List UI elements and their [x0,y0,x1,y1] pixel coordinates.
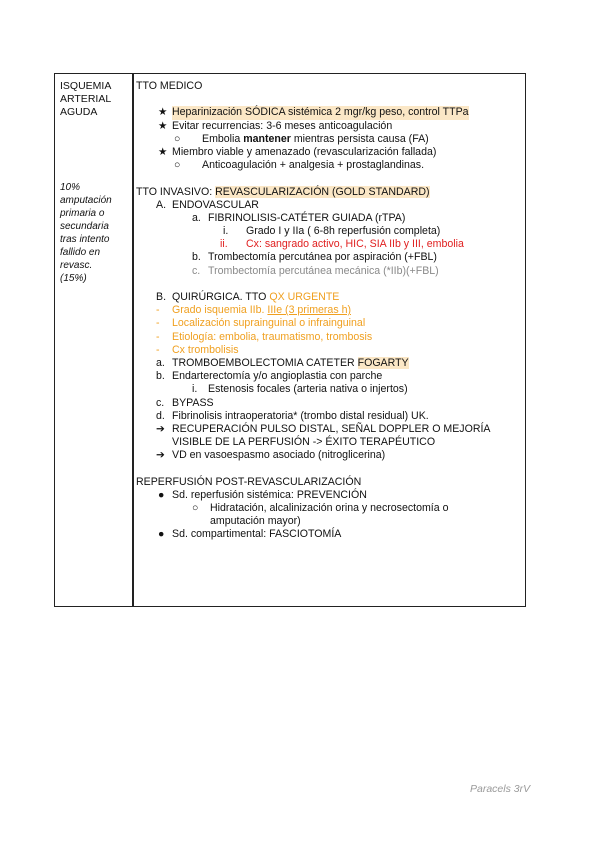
list-item-text: ENDOVASCULAR [172,198,259,211]
list-item-text: Cx: sangrado activo, HIC, SIA IIb y III, embolia [246,238,464,251]
text-part: QUIRÚRGICA. TTO [172,291,270,303]
list-item-text [172,304,351,317]
topic-title [60,80,130,119]
list-marker: a. [192,211,201,224]
list-item [136,251,522,264]
list-item [136,225,522,238]
circle-bullet-icon: ○ [174,132,181,145]
list-item [136,199,522,212]
list-marker: A. [156,198,167,211]
bullet-icon: ● [158,488,165,501]
list-item-text: Anticoagulación + analgesia + prostaglandinas. [202,159,425,172]
list-item-text: Fibrinolisis intraoperatoria* (trombo distal residual) UK. [172,409,429,422]
list-item-text: Estenosis focales (arteria nativa o injertos) [208,383,408,396]
list-marker: i. [223,225,229,238]
list-item [136,133,522,146]
topic-title-line: ARTERIAL [60,93,112,105]
list-marker: i. [192,383,198,396]
list-marker: c. [192,264,201,277]
list-item [136,489,522,502]
list-item [136,317,522,330]
list-item-text: BYPASS [172,396,214,409]
list-item [136,528,522,541]
list-item [136,265,522,278]
list-item-text: FIBRINOLISIS-CATÉTER GUIADA (rTPA) [208,211,406,224]
list-item [136,357,522,370]
list-item [136,410,522,423]
star-bullet-icon: ★ [158,145,168,158]
section-heading-reperfusion [136,476,522,489]
list-item-text: Miembro viable y amenazado (revascularización fallada) [172,145,437,158]
text-part: Grado isquemia IIb. [172,304,268,317]
bold-text: mantener [243,132,291,145]
list-item [136,449,522,462]
list-item-text: Hidratación, alcalinización orina y necrosectomía o [210,502,449,514]
list-item-text: Sd. reperfusión sistémica: PREVENCIÓN [172,488,367,501]
list-item-text [172,357,409,370]
dash-marker: - [156,317,160,330]
list-item [136,291,522,304]
amputation-stat [60,181,130,285]
list-item-text: Localización suprainguinal o infrainguinal [172,317,366,330]
list-marker: B. [156,291,167,303]
text-part: Embolia [202,132,244,145]
list-item-text: VISIBLE DE LA PERFUSIÓN -> ÉXITO TERAPÉUTICO [172,436,436,449]
orange-text: QX URGENTE [269,291,340,303]
topic-column [60,80,130,285]
list-item [136,238,522,251]
section-heading-text: REPERFUSIÓN POST-REVASCULARIZACIÓN [136,475,362,488]
topic-title-line: ISQUEMIA [60,80,112,92]
table-column-divider [132,73,134,607]
dash-marker: - [156,330,160,343]
circle-bullet-icon: ○ [192,502,199,514]
list-item-text: Evitar recurrencias: 3-6 meses anticoagulación [172,119,393,132]
section-heading-text: TTO MEDICO [136,80,203,92]
list-item-text: Heparinización SÓDICA sistémica 2 mgr/kg peso, control TTPa [172,106,469,119]
list-item-text: Cx trombolisis [172,343,239,356]
highlighted-text: FOGARTY [357,356,409,369]
topic-title-line: AGUDA [60,106,98,118]
list-item [136,383,522,396]
list-item-text: RECUPERACIÓN PULSO DISTAL, SEÑAL DOPPLER O MEJORÍA [172,422,491,435]
list-item-continuation [136,515,522,528]
section-heading-text: TTO INVASIVO: [136,185,216,198]
list-marker: a. [156,356,165,369]
list-item [136,120,522,133]
list-item-text: Endarterectomía y/o angioplastia con parche [172,370,383,383]
bullet-icon: ● [158,528,165,541]
list-marker: d. [156,409,165,422]
arrow-icon: ➔ [156,422,165,435]
stat-line: fallido en [60,247,101,258]
list-marker: ii. [220,238,228,251]
list-item [136,212,522,225]
text-part: mientras persista causa (FA) [290,132,429,145]
text-part: TROMBOEMBOLECTOMIA CATETER [172,356,358,369]
dash-marker: - [156,304,160,317]
stat-line: tras intento [60,234,110,245]
section-heading-medico [136,80,522,93]
list-item-text: Trombectomía percutánea por aspiración (+FBL) [208,251,437,264]
underlined-text: IIIe (3 primeras h) [267,304,351,317]
stat-line: primaria o [60,208,105,219]
star-bullet-icon: ★ [158,119,168,132]
list-item-text: Grado I y IIa ( 6-8h reperfusión completa) [246,225,441,238]
list-item-text: Trombectomía percutánea mecánica (*IIb)(+FBL) [208,264,439,277]
list-item-text: Etiología: embolia, traumatismo, trombosis [172,330,373,343]
page-footer: Paracels 3rV [470,783,531,795]
stat-line: 10% [60,182,81,193]
stat-line: secundaria [60,221,109,232]
circle-bullet-icon: ○ [174,159,181,172]
list-item [136,159,522,172]
dash-marker: - [156,343,160,356]
list-item-text: VD en vasoespasmo asociado (nitroglicerina) [172,449,386,462]
list-item [136,304,522,317]
list-marker: c. [156,396,165,409]
list-item-text [202,133,429,146]
list-item [136,146,522,159]
arrow-icon: ➔ [156,449,165,462]
list-item-text: amputación mayor) [210,515,301,528]
star-bullet-icon: ★ [158,106,168,119]
list-item [136,397,522,410]
list-item [136,106,522,119]
list-item-text: Sd. compartimental: FASCIOTOMÍA [172,528,342,541]
list-item-continuation [136,436,522,449]
section-heading-invasivo [136,186,522,199]
list-item [136,344,522,357]
list-marker: b. [156,370,165,383]
list-item [136,423,522,436]
content-column [136,80,522,542]
stat-line: (15%) [60,273,87,284]
stat-line: revasc. [60,260,93,271]
list-item [136,331,522,344]
list-item-text [172,291,339,304]
highlighted-text: REVASCULARIZACIÓN (GOLD STANDARD) [215,185,430,198]
list-item [136,370,522,383]
list-marker: b. [192,251,201,264]
stat-line: amputación [60,195,112,206]
list-item [136,502,522,515]
